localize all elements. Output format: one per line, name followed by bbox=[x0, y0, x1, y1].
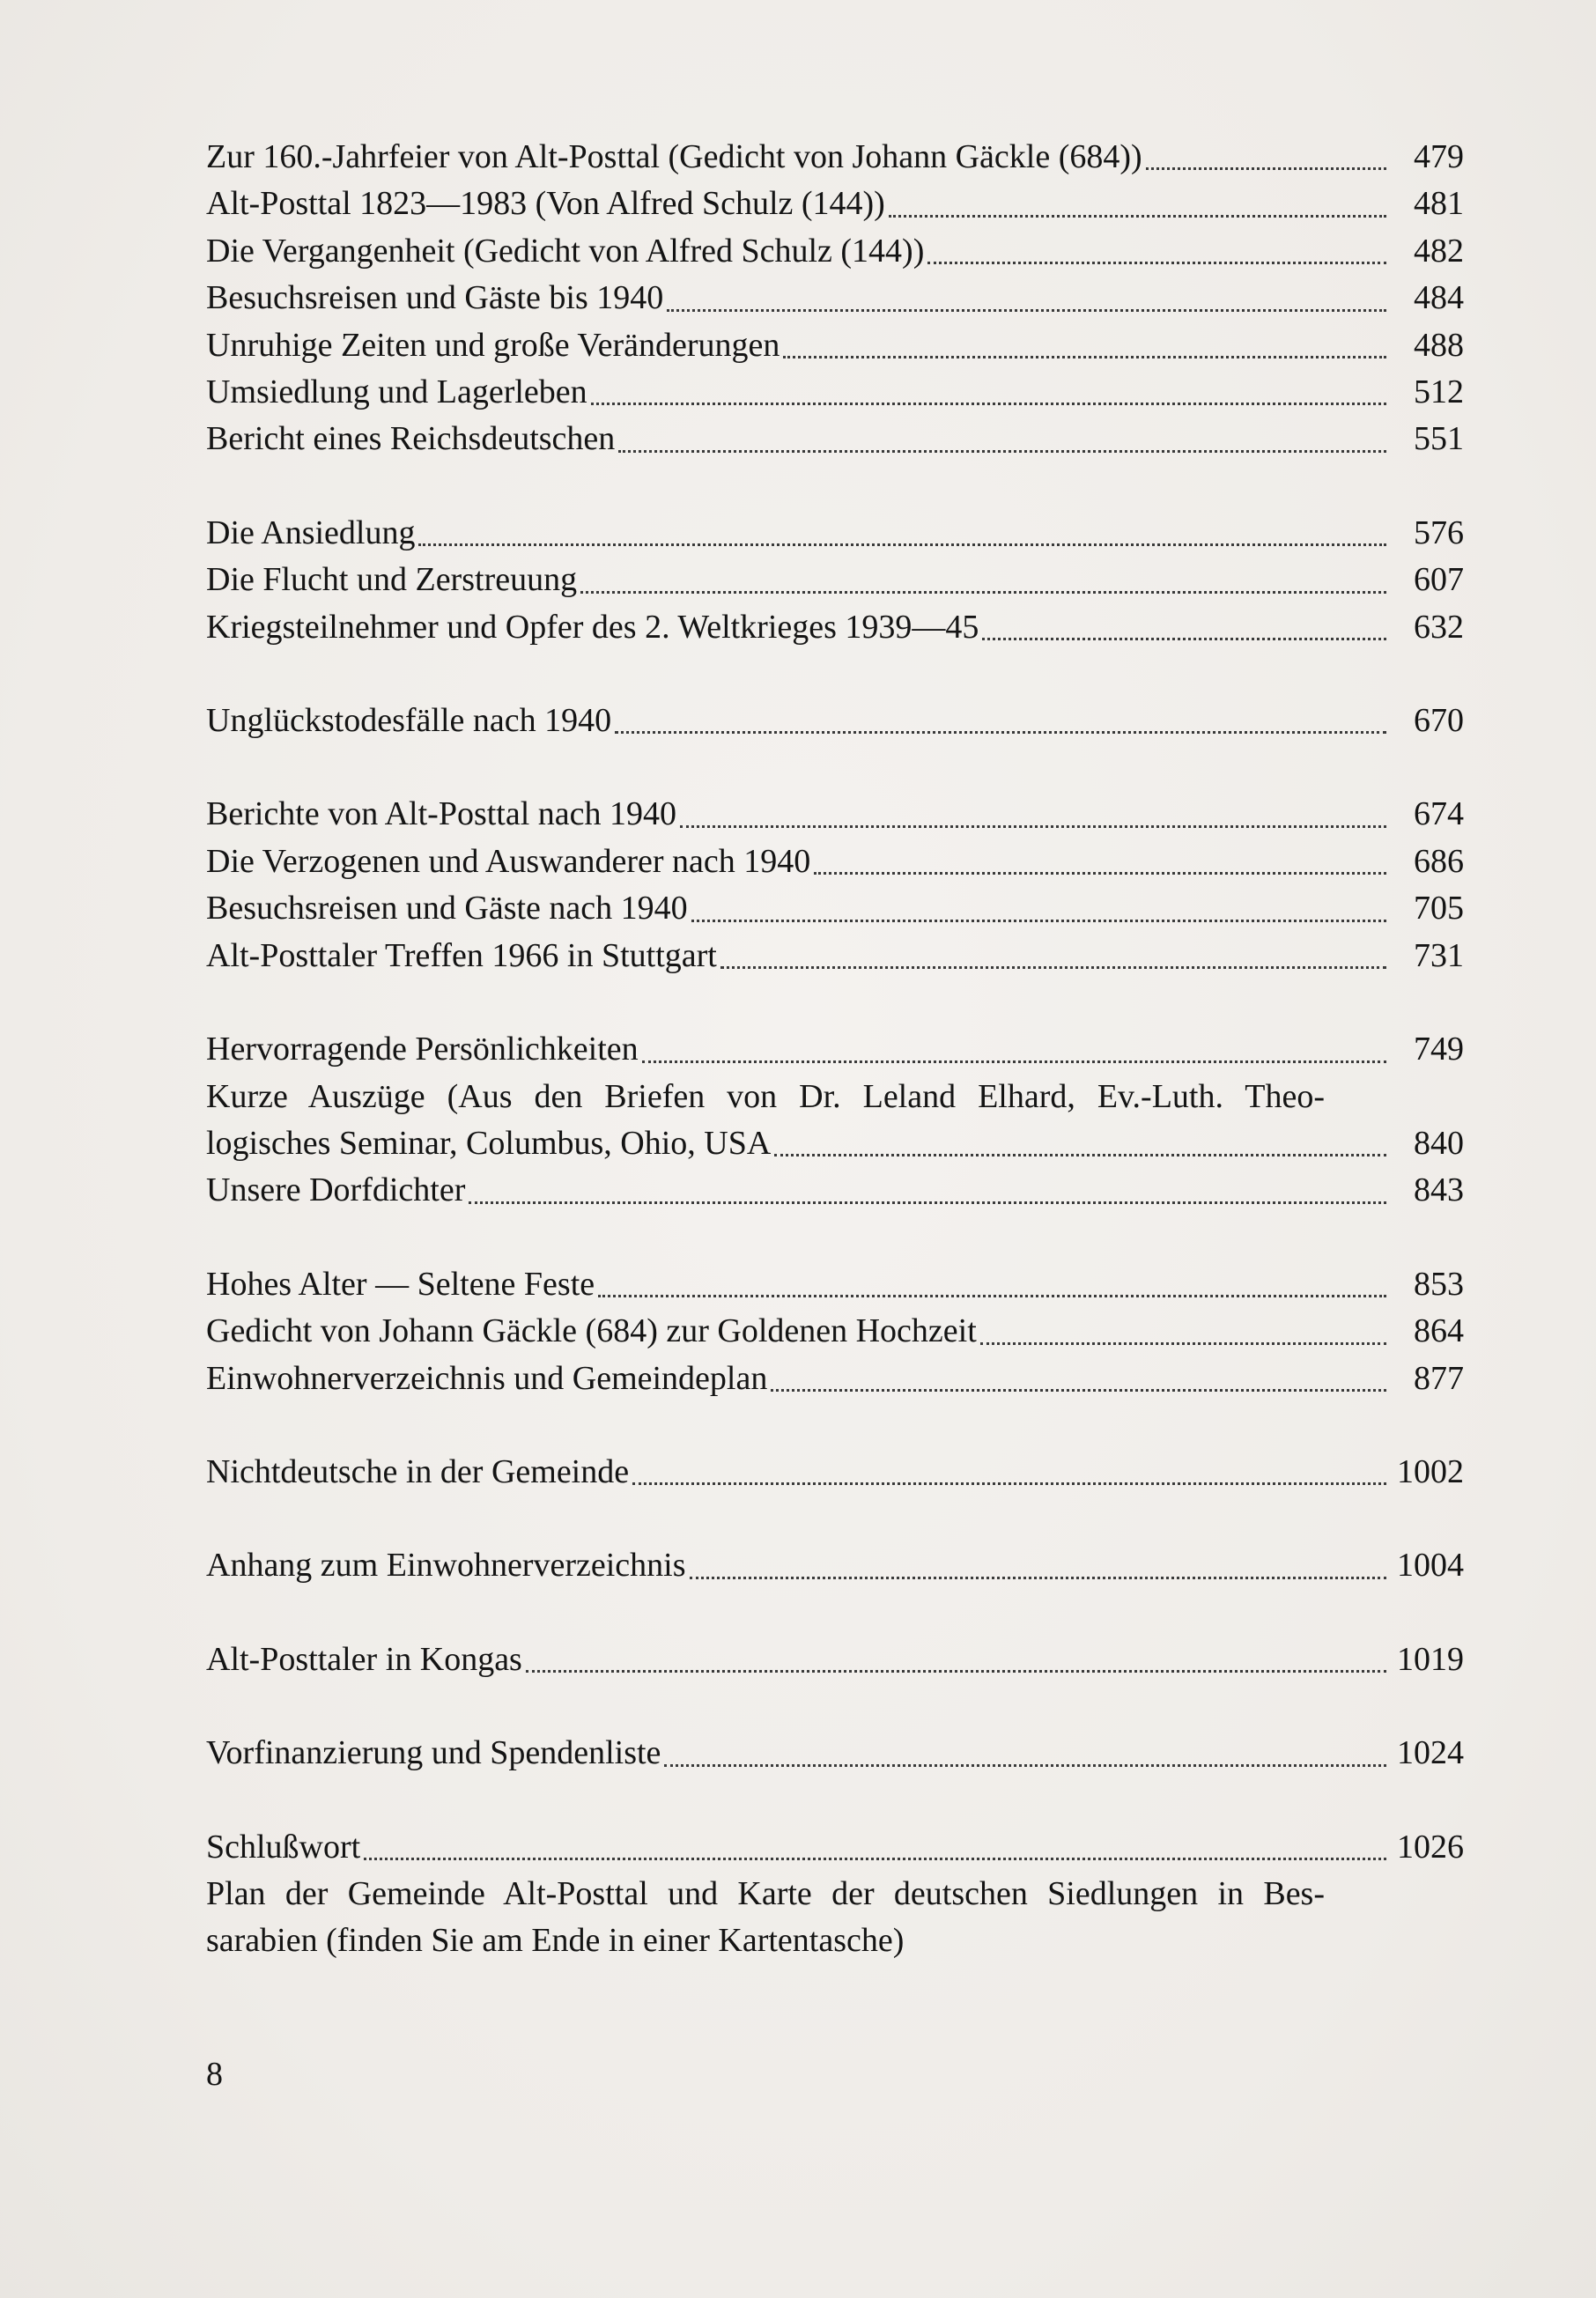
toc-entry-title: Berichte von Alt-Posttal nach 1940 bbox=[206, 795, 677, 833]
dot-leader bbox=[980, 1342, 1386, 1345]
dot-leader bbox=[618, 450, 1386, 453]
toc-entry-page: 731 bbox=[1414, 936, 1464, 974]
toc-entry-title: Die Ansiedlung bbox=[206, 514, 416, 551]
toc-entry-title-line2: sarabien (finden Sie am Ende in einer Kartentasche) bbox=[206, 1922, 905, 1960]
toc-entry-page: 1004 bbox=[1397, 1547, 1464, 1585]
toc-entry bbox=[206, 1026, 1464, 1073]
toc-entry bbox=[206, 1167, 1464, 1214]
dot-leader bbox=[927, 262, 1386, 264]
dot-leader bbox=[526, 1670, 1386, 1673]
toc-entry bbox=[206, 1308, 1464, 1355]
dot-leader bbox=[591, 403, 1386, 405]
toc-entry bbox=[206, 604, 1464, 651]
toc-entry-page: 686 bbox=[1414, 842, 1464, 880]
toc-entry bbox=[206, 510, 1464, 557]
toc-entry bbox=[206, 416, 1464, 462]
toc-entry-title: Besuchsreisen und Gäste nach 1940 bbox=[206, 890, 688, 927]
toc-entry bbox=[206, 698, 1464, 744]
toc-entry bbox=[206, 134, 1464, 181]
dot-leader bbox=[774, 1154, 1386, 1156]
dot-leader bbox=[364, 1858, 1386, 1860]
toc-entry-page: 705 bbox=[1414, 890, 1464, 927]
dot-leader bbox=[814, 872, 1386, 875]
dot-leader bbox=[580, 591, 1386, 594]
toc-entry bbox=[206, 228, 1464, 275]
toc-entry-page: 840 bbox=[1414, 1124, 1464, 1162]
toc-entry-page: 479 bbox=[1414, 138, 1464, 175]
dot-leader bbox=[982, 638, 1386, 640]
toc-entry bbox=[206, 181, 1464, 227]
toc-entry bbox=[206, 1074, 1464, 1168]
toc-entry-title: Umsiedlung und Lagerleben bbox=[206, 373, 587, 411]
toc-entry-page: 551 bbox=[1414, 420, 1464, 458]
dot-leader bbox=[720, 966, 1386, 969]
toc-entry-title: Hervorragende Persönlichkeiten bbox=[206, 1031, 639, 1068]
dot-leader bbox=[642, 1060, 1386, 1063]
toc-entry bbox=[206, 1871, 1464, 1965]
toc-entry-title: Vorfinanzierung und Spendenliste bbox=[206, 1734, 661, 1772]
toc-entry bbox=[206, 933, 1464, 979]
toc-entry-title: Unruhige Zeiten und große Veränderungen bbox=[206, 326, 780, 364]
dot-leader bbox=[691, 920, 1386, 922]
toc-entry-title: Anhang zum Einwohnerverzeichnis bbox=[206, 1547, 686, 1585]
toc-entry-line2 bbox=[206, 1120, 1464, 1167]
dot-leader bbox=[771, 1389, 1386, 1392]
toc-entry-title: Die Verzogenen und Auswanderer nach 1940 bbox=[206, 842, 811, 880]
toc-entry bbox=[206, 322, 1464, 369]
toc-entry bbox=[206, 885, 1464, 932]
dot-leader bbox=[418, 543, 1386, 546]
dot-leader bbox=[632, 1482, 1386, 1485]
toc-entry-title-line2: logisches Seminar, Columbus, Ohio, USA bbox=[206, 1124, 772, 1162]
toc-entry-title: Unsere Dorfdichter bbox=[206, 1171, 466, 1209]
dot-leader bbox=[690, 1577, 1387, 1579]
toc-entry bbox=[206, 275, 1464, 321]
toc-entry bbox=[206, 1356, 1464, 1402]
toc-entry-page: 674 bbox=[1414, 795, 1464, 833]
toc-entry-page: 1026 bbox=[1397, 1828, 1464, 1866]
toc-entry-page: 512 bbox=[1414, 373, 1464, 411]
toc-entry-title: Besuchsreisen und Gäste bis 1940 bbox=[206, 279, 664, 317]
page-number: 8 bbox=[206, 2056, 223, 2093]
toc-entry-page: 670 bbox=[1414, 702, 1464, 740]
toc-entry-page: 1019 bbox=[1397, 1640, 1464, 1678]
table-of-contents bbox=[206, 134, 1464, 1965]
toc-entry bbox=[206, 1449, 1464, 1496]
toc-entry-title: Kriegsteilnehmer und Opfer des 2. Weltkrieges 1939—45 bbox=[206, 608, 979, 646]
dot-leader bbox=[889, 215, 1386, 218]
toc-entry-title: Alt-Posttaler in Kongas bbox=[206, 1640, 522, 1678]
toc-entry bbox=[206, 1637, 1464, 1683]
toc-entry-page: 853 bbox=[1414, 1265, 1464, 1303]
dot-leader bbox=[598, 1295, 1386, 1297]
dot-leader bbox=[664, 1764, 1386, 1767]
dot-leader bbox=[667, 309, 1386, 312]
toc-entry-page: 864 bbox=[1414, 1312, 1464, 1350]
toc-entry-title: Bericht eines Reichsdeutschen bbox=[206, 420, 616, 458]
toc-entry-title: Alt-Posttal 1823—1983 (Von Alfred Schulz (144)) bbox=[206, 185, 885, 223]
toc-entry-page: 877 bbox=[1414, 1359, 1464, 1397]
toc-entry-page: 482 bbox=[1414, 232, 1464, 270]
toc-entry-page: 481 bbox=[1414, 185, 1464, 223]
toc-entry bbox=[206, 1261, 1464, 1308]
toc-entry-title: Einwohnerverzeichnis und Gemeindeplan bbox=[206, 1359, 768, 1397]
dot-leader bbox=[615, 731, 1386, 734]
dot-leader bbox=[469, 1201, 1386, 1204]
toc-entry-page: 607 bbox=[1414, 561, 1464, 599]
toc-entry-title: Zur 160.-Jahrfeier von Alt-Posttal (Gedicht von Johann Gäckle (684)) bbox=[206, 138, 1142, 175]
toc-entry-page: 1024 bbox=[1397, 1734, 1464, 1772]
toc-entry-page: 1002 bbox=[1397, 1452, 1464, 1490]
toc-entry bbox=[206, 1824, 1464, 1871]
toc-entry bbox=[206, 1730, 1464, 1777]
toc-entry bbox=[206, 791, 1464, 838]
dot-leader bbox=[783, 356, 1386, 358]
toc-entry-page: 843 bbox=[1414, 1171, 1464, 1209]
toc-entry-page: 488 bbox=[1414, 326, 1464, 364]
toc-entry bbox=[206, 557, 1464, 603]
toc-entry bbox=[206, 839, 1464, 885]
toc-entry-title: Alt-Posttaler Treffen 1966 in Stuttgart bbox=[206, 936, 717, 974]
toc-entry-page: 632 bbox=[1414, 608, 1464, 646]
dot-leader bbox=[1146, 167, 1386, 170]
toc-entry bbox=[206, 369, 1464, 416]
toc-entry bbox=[206, 1542, 1464, 1589]
toc-entry-title: Nichtdeutsche in der Gemeinde bbox=[206, 1452, 630, 1490]
toc-entry-title: Hohes Alter — Seltene Feste bbox=[206, 1265, 595, 1303]
toc-entry-page: 576 bbox=[1414, 514, 1464, 551]
dot-leader bbox=[680, 825, 1386, 828]
toc-entry-title: Unglückstodesfälle nach 1940 bbox=[206, 702, 612, 740]
toc-entry-page: 484 bbox=[1414, 279, 1464, 317]
toc-entry-title-line1: Plan der Gemeinde Alt-Posttal und Karte der deutschen Siedlungen in Bes- bbox=[206, 1874, 1325, 1912]
toc-entry-title: Die Flucht und Zerstreuung bbox=[206, 561, 578, 599]
toc-entry-title: Schlußwort bbox=[206, 1828, 361, 1866]
toc-entry-title: Gedicht von Johann Gäckle (684) zur Goldenen Hochzeit bbox=[206, 1312, 977, 1350]
toc-entry-title-line1: Kurze Auszüge (Aus den Briefen von Dr. Leland Elhard, Ev.-Luth. Theo- bbox=[206, 1077, 1325, 1115]
toc-entry-page: 749 bbox=[1414, 1031, 1464, 1068]
toc-entry-title: Die Vergangenheit (Gedicht von Alfred Schulz (144)) bbox=[206, 232, 925, 270]
